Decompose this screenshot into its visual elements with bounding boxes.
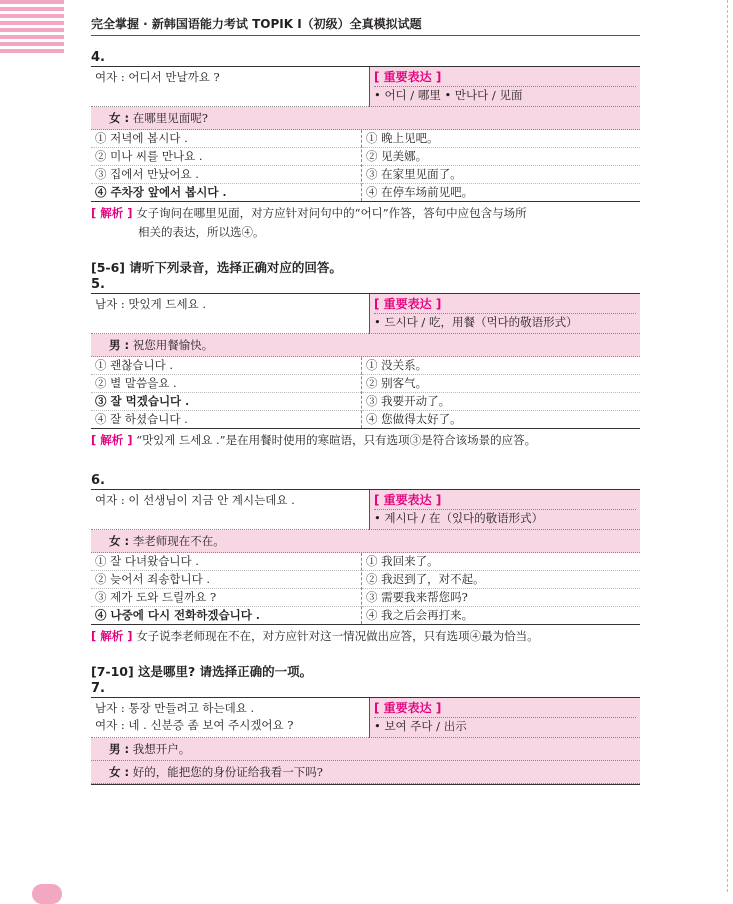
key-expression-box <box>369 490 640 530</box>
dialog-line <box>91 294 369 334</box>
option: ④ 您做得太好了。 <box>362 410 640 428</box>
question-6-number: 6. <box>91 473 105 488</box>
options-korean <box>91 357 361 428</box>
dialog-line <box>95 717 365 734</box>
options-korean <box>91 130 361 201</box>
speaker: 男 : <box>109 338 130 352</box>
dialog-text: 맛있게 드세요 . <box>128 297 207 311</box>
key-expression: • 어디 / 哪里 • 만나다 / 见面 <box>374 86 636 104</box>
option: ④ 在停车场前见吧。 <box>362 183 640 201</box>
section-heading: [5-6] 请听下列录音，选择正确对应的回答。 <box>91 260 342 275</box>
translation-line <box>91 107 640 130</box>
decorative-stripes <box>0 0 64 56</box>
option: ① 我回来了。 <box>366 554 439 568</box>
translation-line <box>91 761 640 784</box>
key-expression-box <box>369 294 640 334</box>
question-7-block <box>91 697 640 785</box>
option: ① 괜찮습니다 . <box>95 358 174 372</box>
translation-line <box>91 738 640 761</box>
option: ② 见美娜。 <box>362 147 640 165</box>
page-header: 完全掌握 · 新韩国语能力考试 TOPIK Ⅰ（初级）全真模拟试题 <box>91 15 640 36</box>
option: ③ 需要我来帮您吗? <box>362 588 640 606</box>
page-edge-line <box>727 0 729 892</box>
option: ① 没关系。 <box>366 358 428 372</box>
option: ① 晚上见吧。 <box>366 131 439 145</box>
option-correct: ③ 잘 먹겠습니다 . <box>91 392 361 410</box>
dialog-line <box>91 67 369 107</box>
translation-text: 好的，能把您的身份证给我看一下吗? <box>132 765 323 779</box>
translation-text: 李老师现在不在。 <box>132 534 225 548</box>
speaker: 여자 : <box>95 493 125 507</box>
dialog-text: 어디서 만날까요 ? <box>128 70 220 84</box>
translation-text: 我想开户。 <box>132 742 191 756</box>
question-5-block <box>91 293 640 429</box>
option: ② 别客气。 <box>362 374 640 392</box>
options-korean <box>91 553 361 624</box>
speaker: 女 : <box>109 111 130 125</box>
section-heading: [7-10] 这是哪里? 请选择正确的一项。 <box>91 664 313 679</box>
explanation-text: 女子询问在哪里见面，对方应针对问句中的“어디”作答，答句中应包含与场所 <box>136 206 527 220</box>
key-expression: • 보여 주다 / 出示 <box>374 717 636 735</box>
dialog-lines <box>91 698 369 738</box>
key-expression: • 드시다 / 吃，用餐（먹다的敬语形式） <box>374 313 636 331</box>
option: ④ 잘 하셨습니다 . <box>91 410 361 428</box>
options-chinese <box>361 130 640 201</box>
explanation-label: [ 解析 ] <box>91 433 133 447</box>
option: ③ 제가 도와 드릴까요 ? <box>91 588 361 606</box>
question-5-number: 5. <box>91 277 105 292</box>
explanation <box>91 429 640 450</box>
explanation <box>91 625 640 646</box>
question-4-number: 4. <box>91 50 105 65</box>
dialog-text: 이 선생님이 지금 안 계시는데요 . <box>128 493 295 507</box>
key-expression-box <box>369 698 640 738</box>
explanation <box>91 202 640 242</box>
option: ② 我迟到了，对不起。 <box>362 570 640 588</box>
speaker: 女 : <box>109 534 130 548</box>
key-expression-label: [ 重要表达 ] <box>374 493 442 507</box>
option: ① 저녁에 봅시다 . <box>95 131 188 145</box>
key-expression-box <box>369 67 640 107</box>
speaker: 女 : <box>109 765 130 779</box>
speaker: 남자 : <box>95 701 125 715</box>
option: ① 잘 다녀왔습니다 . <box>95 554 199 568</box>
key-expression-label: [ 重要表达 ] <box>374 70 442 84</box>
options-chinese <box>361 553 640 624</box>
key-expression: • 계시다 / 在（있다的敬语形式） <box>374 509 636 527</box>
option: ③ 我要开动了。 <box>362 392 640 410</box>
translation-line <box>91 334 640 357</box>
option-correct: ④ 나중에 다시 전화하겠습니다 . <box>91 606 361 624</box>
option: ③ 집에서 만났어요 . <box>91 165 361 183</box>
explanation-label: [ 解析 ] <box>91 629 133 643</box>
translation-text: 在哪里见面呢? <box>132 111 208 125</box>
dialog-line <box>95 700 365 717</box>
option-correct: ④ 주차장 앞에서 봅시다 . <box>91 183 361 201</box>
option: ② 미나 씨를 만나요 . <box>91 147 361 165</box>
option: ③ 在家里见面了。 <box>362 165 640 183</box>
dialog-line <box>91 490 369 530</box>
dialog-text: 네 . 신분증 좀 보여 주시겠어요 ? <box>128 718 294 732</box>
explanation-text: 女子说李老师现在不在，对方应针对这一情况做出应答，只有选项④最为恰当。 <box>136 629 539 643</box>
option: ② 별 말씀을요 . <box>91 374 361 392</box>
key-expression-label: [ 重要表达 ] <box>374 297 442 311</box>
question-6-block <box>91 489 640 625</box>
key-expression-label: [ 重要表达 ] <box>374 701 442 715</box>
explanation-text-cont: 相关的表达，所以选④。 <box>138 225 265 239</box>
option: ④ 我之后会再打来。 <box>362 606 640 624</box>
option: ② 늦어서 죄송합니다 . <box>91 570 361 588</box>
page-number-badge <box>32 884 62 904</box>
dialog-text: 통장 만들려고 하는데요 . <box>128 701 255 715</box>
explanation-text: “맛있게 드세요 .”是在用餐时使用的寒暄语，只有选项③是符合该场景的应答。 <box>136 433 537 447</box>
question-4-block <box>91 66 640 202</box>
translation-line <box>91 530 640 553</box>
options-chinese <box>361 357 640 428</box>
speaker: 여자 : <box>95 70 125 84</box>
page-content <box>91 49 640 785</box>
question-7-number: 7. <box>91 681 105 696</box>
translation-text: 祝您用餐愉快。 <box>132 338 214 352</box>
speaker: 男 : <box>109 742 130 756</box>
speaker: 남자 : <box>95 297 125 311</box>
explanation-label: [ 解析 ] <box>91 206 133 220</box>
speaker: 여자 : <box>95 718 125 732</box>
